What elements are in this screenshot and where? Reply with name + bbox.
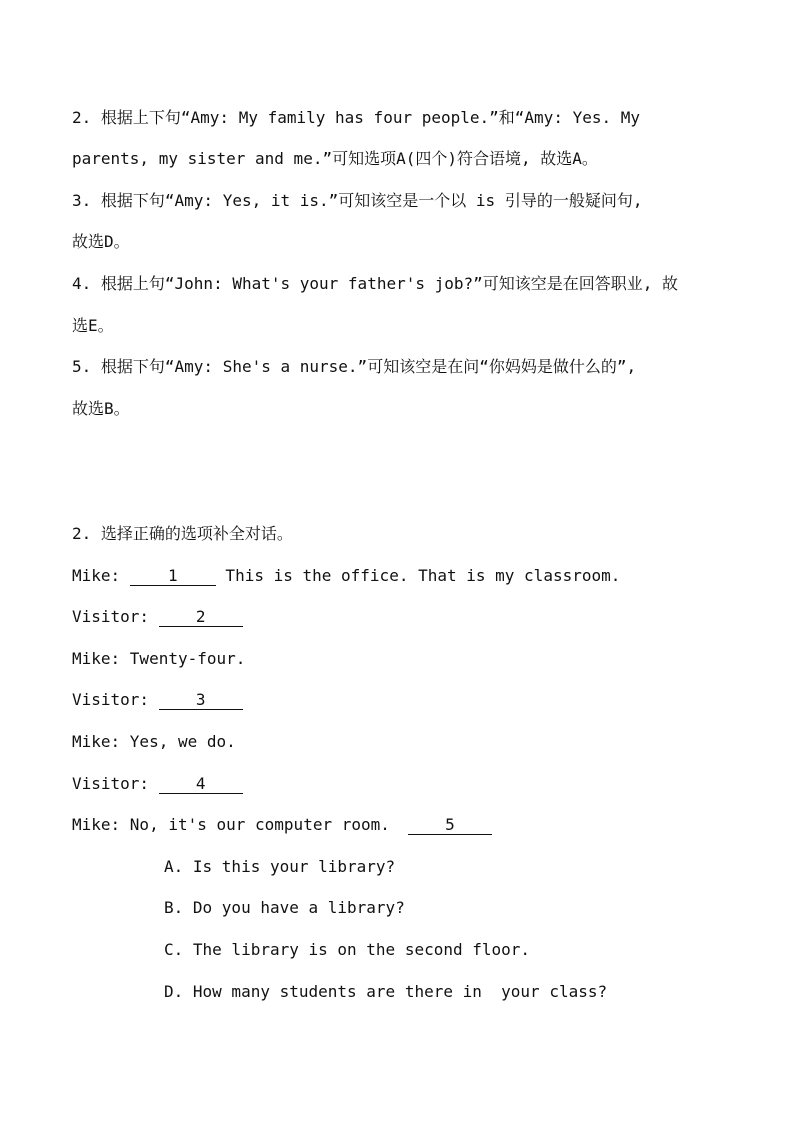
dialogue-line-5: Mike: Yes, we do. (72, 732, 236, 751)
answer-blank-2: 2 (159, 608, 243, 627)
explanation-line: 4. 根据上句“John: What's your father's job?”可知该空是在回答职业, 故 (72, 274, 679, 293)
answer-blank-4: 4 (159, 775, 243, 794)
speaker-label: Visitor: (72, 607, 159, 626)
dialogue-line-7 (72, 815, 492, 835)
option-d: D. How many students are there in your class? (164, 982, 608, 1001)
option-a: A. Is this your library? (164, 857, 396, 876)
option-b: B. Do you have a library? (164, 898, 405, 917)
speaker-label: Mike: (72, 566, 130, 585)
dialogue-line-6 (72, 774, 243, 794)
dialogue-line-1 (72, 566, 620, 586)
speaker-label: Visitor: (72, 774, 159, 793)
explanation-line: 2. 根据上下句“Amy: My family has four people.”和“Amy: Yes. My (72, 108, 641, 127)
dialogue-line-2 (72, 607, 243, 627)
dialogue-text: Mike: No, it's our computer room. (72, 815, 390, 834)
answer-blank-1: 1 (130, 567, 216, 586)
explanation-line: 故选D。 (72, 232, 130, 251)
dialogue-line-4 (72, 690, 243, 710)
speaker-label: Visitor: (72, 690, 159, 709)
explanation-line: 5. 根据下句“Amy: She's a nurse.”可知该空是在问“你妈妈是做什么的”, (72, 357, 637, 376)
dialogue-line-3: Mike: Twenty-four. (72, 649, 246, 668)
answer-blank-5: 5 (408, 816, 492, 835)
answer-blank-3: 3 (159, 691, 243, 710)
explanation-line: 故选B。 (72, 399, 130, 418)
explanation-line: 选E。 (72, 316, 114, 335)
dialogue-text: This is the office. That is my classroom. (215, 566, 621, 585)
explanation-line: 3. 根据下句“Amy: Yes, it is.”可知该空是一个以 is 引导的一般疑问句, (72, 191, 643, 210)
explanation-line: parents, my sister and me.”可知选项A(四个)符合语境, 故选A。 (72, 149, 598, 168)
question-title: 2. 选择正确的选项补全对话。 (72, 524, 293, 543)
option-c: C. The library is on the second floor. (164, 940, 531, 959)
